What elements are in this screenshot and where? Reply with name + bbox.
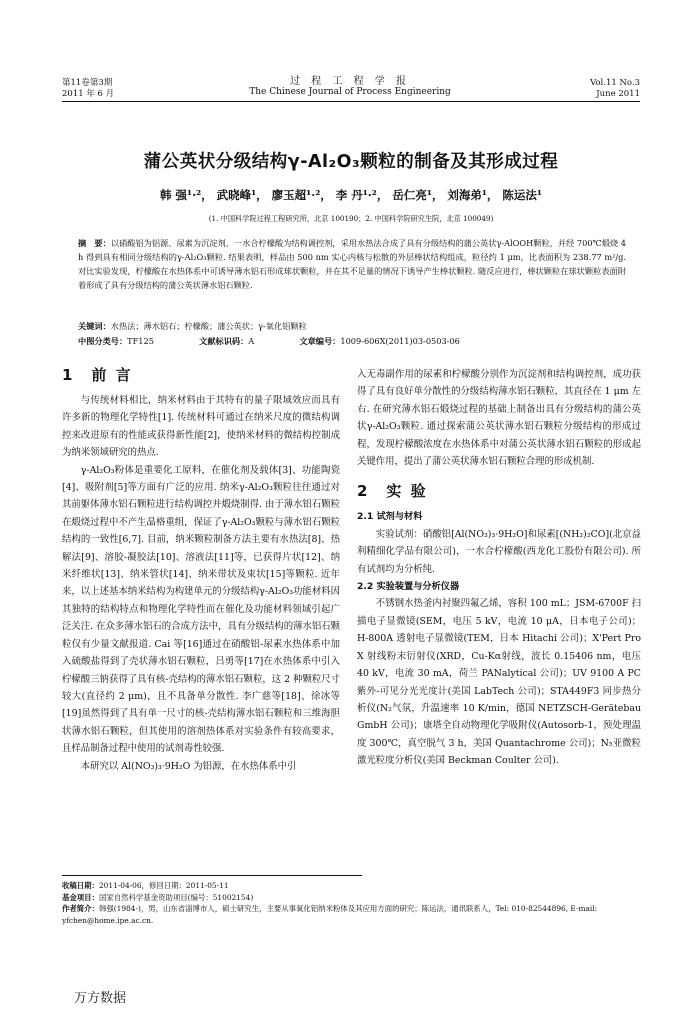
fund-label: 基金项目： xyxy=(62,892,99,902)
volume-issue-en: Vol.11 No.3 xyxy=(590,78,640,88)
keywords xyxy=(78,320,626,332)
abstract-text: 以硝酸铝为铝源、尿素为沉淀剂、一水合柠檬酸为结构调控剂，采用水热法合成了具有分级结构的蒲公英状γ-AlOOH颗粒，并经 700℃煅烧 4 h 得到具有相同分级结构的γ-Al₂O₃颗粒. 结果表明，样品由 500 nm 实心内核与松散的外层棒状结构组成，粒径约 1 μm，比表面积为 238.77 m²/g. 对比实验发现，柠檬酸在水热体系中可诱导薄水铝石形成球状颗粒，并在其不足量的情况下诱导产生棒状颗粒. 随反应进行，棒状颗粒在球状颗粒表面附着形成了具有分级结构的蒲公英状薄水铝石颗粒. xyxy=(78,238,626,290)
header-rule xyxy=(62,101,640,102)
fund-text: 国家自然科学基金资助项目(编号：51002154) xyxy=(98,892,254,902)
date-en: June 2011 xyxy=(596,89,640,99)
watermark-text: 万方数据 xyxy=(74,991,127,1006)
journal-name-cn: 过 程 工 程 学 报 xyxy=(290,76,410,87)
classification-line xyxy=(78,335,626,347)
abstract-label: 摘 要： xyxy=(78,238,111,248)
left-column xyxy=(62,366,340,775)
journal-name-en: The Chinese Journal of Process Engineering xyxy=(249,87,451,97)
s1-paragraph-3: 本研究以 Al(NO₃)₃·9H₂O 为铝源，在水热体系中引 xyxy=(80,760,297,772)
subsection-2-1-heading: 2.1 试剂与材料 xyxy=(357,511,423,523)
keywords-text: 水热法；薄水铝石；柠檬酸；蒲公英状；γ-氧化铝颗粒 xyxy=(110,321,307,331)
article-no-label: 文章编号： xyxy=(299,336,341,346)
s1-paragraph-3-cont: 入无毒副作用的尿素和柠檬酸分别作为沉淀剂和结构调控剂，成功获得了具有良好单分散性的分级结构薄水铝石颗粒，其直径在 1 μm 左右. 在研究薄水铝石煅烧过程的基础上制备出具有分级结构的蒲公英状γ-Al₂O₃颗粒. 通过探索蒲公英状薄水铝石颗粒分级结构的形成过程，发现柠檬酸浓度在水热体系中对蒲公英状薄水铝石颗粒的形成起关键作用，提出了蒲公英状薄水铝石颗粒合理的形成机制. xyxy=(357,369,641,468)
keywords-label: 关键词： xyxy=(78,321,111,331)
footnote-received xyxy=(62,880,642,892)
author-bio-label: 作者简介： xyxy=(62,904,99,913)
s1-paragraph-1: 与传统材料相比，纳米材料由于其特有的量子限域效应而具有许多新的物理化学特性[1]. 传统材料可通过在纳米尺度的微结构调控来改进原有的性能或获得新性能[2]，使纳米材料的微结构控制成为纳米领域研究的热点. xyxy=(62,395,340,459)
doc-code-label: 文献标识码： xyxy=(199,336,249,346)
received-label: 收稿日期： xyxy=(62,881,99,890)
subsection-2-2-heading: 2.2 实验装置与分析仪器 xyxy=(357,581,460,593)
footnotes xyxy=(62,880,642,926)
clc-value: TF125 xyxy=(127,336,154,346)
footnote-rule xyxy=(62,875,362,876)
doc-code-value: A xyxy=(248,336,255,346)
footnote-author xyxy=(62,903,642,926)
article-no-value: 1009-606X(2011)03-0503-06 xyxy=(340,336,460,346)
s1-paragraph-2: γ-Al₂O₃粉体是重要化工原料，在催化剂及载体[3]、功能陶瓷[4]、吸附剂[5]等方面有广泛的应用. 纳米γ-Al₂O₃颗粒往往通过对其前躯体薄水铝石颗粒进行结构调控并煅烧制得. 由于薄水铝石颗粒在煅烧过程中不产生晶格重组，保证了γ-Al₂O₃颗粒与薄水铝石颗粒结构的一致性[6,7]. 目前，纳米颗粒制备方法主要有水热法[8]、热解法[9]、溶胶-凝胶法[10]、溶液法[11]等，已获得片状[12]、纳米纤维状[13]、纳米管状[14]、纳米带状及束状[15]等颗粒. 近年来，以上述基本纳米结构为构建单元的分级结构γ-Al₂O₃功能材料因其独特的结构特点和物理化学特性而在催化及功能材料领域引起广泛关注. 在众多薄水铝石的合成方法中，具有分级结构的薄水铝石颗粒仅有少量文献报道. Cai 等[16]通过在硝酸铝-尿素水热体系中加入硫酸盐得到了壳状薄水铝石颗粒，吕勇等[17]在水热体系中引入柠檬酸三钠获得了具有核-壳结构的薄水铝石颗粒，这 2 种颗粒尺寸较大(直径约 2 μm)，且不具备单分散性. 李广慈等[18]、徐冰等[19]虽然得到了具有单一尺寸的核-壳结构薄水铝石颗粒和三维海胆状薄水铝石颗粒，但其使用的溶剂热体系对实验条件有较高要求，且样品制备过程中使用的试剂毒性较强. xyxy=(62,464,340,755)
running-header-left xyxy=(62,78,202,100)
right-column xyxy=(357,366,641,770)
subsection-2-1-text: 实验试剂：硝酸铝[Al(NO₃)₃·9H₂O]和尿素[(NH₂)₂CO](北京益利精细化学品有限公司)，一水合柠檬酸(西龙化工股份有限公司). 所有试剂均为分析纯. xyxy=(357,528,641,575)
volume-issue-cn: 第11卷第3期 xyxy=(62,78,113,88)
author-bio-text: 韩强(1984-)，男，山东省淄博市人，硕士研究生，主要从事氧化铝纳米粉体及其应用方面的研究；陈运法，通讯联系人，Tel: 010-82544896, E-mail: yfchen@home.ipe.ac.cn. xyxy=(62,904,598,925)
date-cn: 2011 年 6 月 xyxy=(62,89,115,99)
clc-label: 中图分类号： xyxy=(78,336,128,346)
running-header-right xyxy=(500,78,640,100)
affiliations: (1. 中国科学院过程工程研究所，北京 100190；2. 中国科学院研究生院，北京 100049) xyxy=(208,214,494,223)
abstract xyxy=(78,236,626,292)
received-dates: 2011-04-06，修回日期：2011-05-11 xyxy=(98,881,229,890)
subsection-2-2-text: 不锈钢水热釜内衬聚四氟乙烯，容积 100 mL；JSM-6700F 扫描电子显微镜(SEM，电压 5 kV，电流 10 μA，日本电子公司)；H-800A 透射电子显微镜(TEM，日本 Hitachi 公司)；X'Pert Pro X 射线粉末衍射仪(XRD，Cu-Kα射线，波长 0.15406 nm，电压 40 kV，电流 30 mA，荷兰 PANalytical 公司)；UV 9100 A PC 紫外-可见分光光度计(美国 LabTech 公司)；STA449F3 同步热分析仪(N₂气氛，升温速率 10 K/min，德国 NETZSCH-Gerätebau GmbH 公司)；康塔全自动物理化学吸附仪(Autosorb-1，预处理温度 300℃，真空脱气 3 h，美国 Quantachrome 公司)；N₅亚微粒激光粒度分析仪(美国 Beckman Coulter 公司). xyxy=(357,598,641,767)
section-1-heading: 1 前 言 xyxy=(62,366,133,384)
author-list: 韩 强¹·²， 武晓峰¹， 廖玉超¹·²， 李 丹¹·²， 岳仁亮¹， 刘海弟¹， 陈运法¹ xyxy=(160,188,542,202)
running-header-center xyxy=(200,76,500,98)
section-2-heading: 2 实 验 xyxy=(357,482,428,501)
paper-title: 蒲公英状分级结构γ-Al₂O₃颗粒的制备及其形成过程 xyxy=(143,152,559,172)
footnote-fund xyxy=(62,892,642,904)
